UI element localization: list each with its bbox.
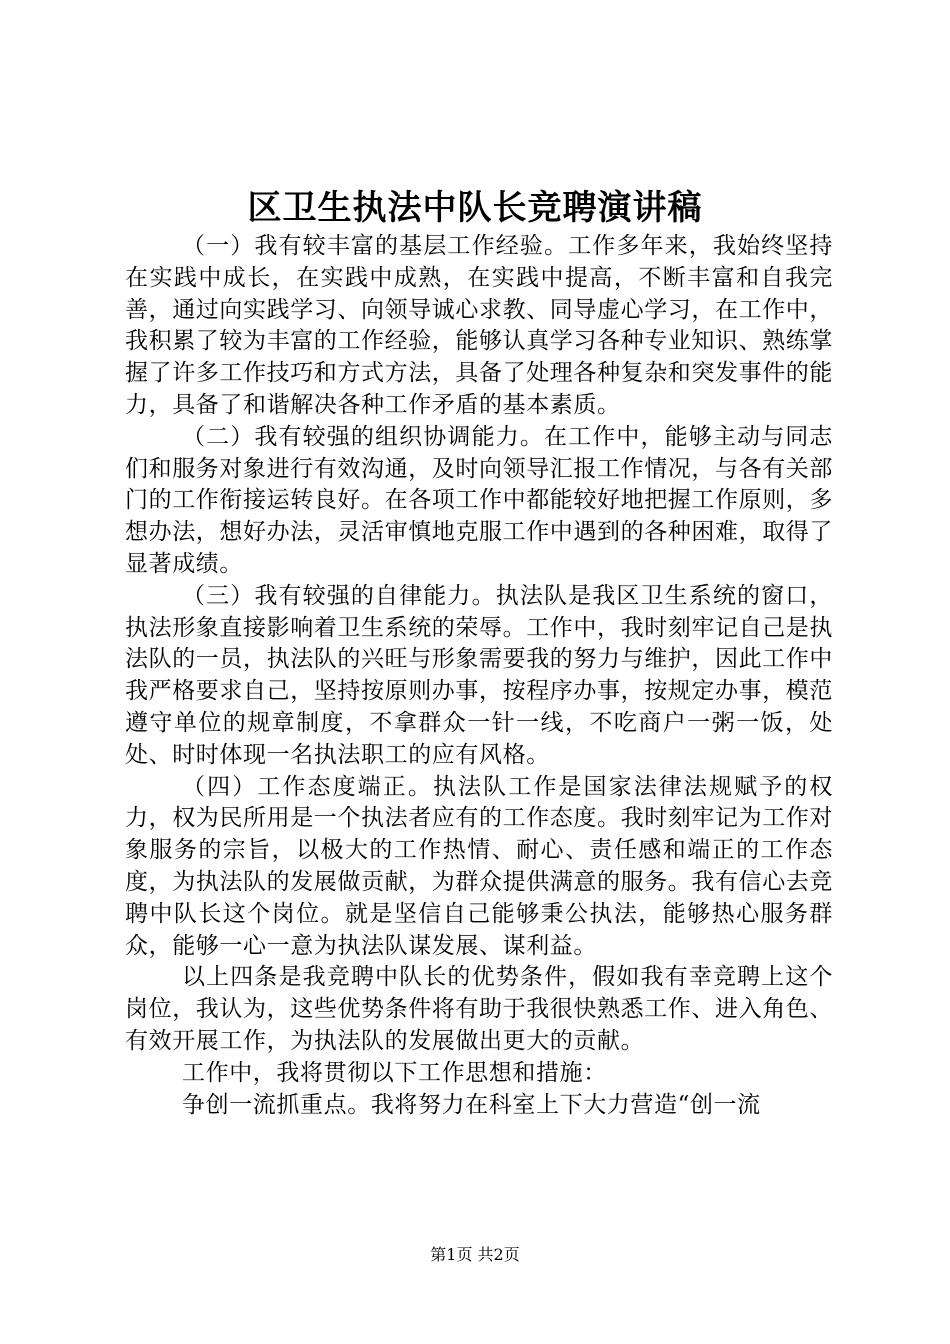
document-body <box>125 231 833 1121</box>
paragraph-4: （四）工作态度端正。执法队工作是国家法律法规赋予的权力，权为民所用是一个执法者应有的工作态度。我时刻牢记为工作对象服务的宗旨，以极大的工作热情、耐心、责任感和端正的工作态度，为执法队的发展做贡献，为群众提供满意的服务。我有信心去竞聘中队长这个岗位。就是坚信自己能够秉公执法，能够热心服务群众，能够一心一意为执法队谋发展、谋利益。 <box>125 773 833 959</box>
paragraph-2: （二）我有较强的组织协调能力。在工作中，能够主动与同志们和服务对象进行有效沟通，及时向领导汇报工作情况，与各有关部门的工作衔接运转良好。在各项工作中都能较好地把握工作原则，多想办法，想好办法，灵活审慎地克服工作中遇到的各种困难，取得了显著成绩。 <box>125 423 833 577</box>
paragraph-5: 以上四条是我竞聘中队长的优势条件，假如我有幸竞聘上这个岗位，我认为，这些优势条件将有助于我很快熟悉工作、进入角色、有效开展工作，为执法队的发展做出更大的贡献。 <box>125 964 833 1054</box>
page-footer: 第1页 共2页 <box>430 1245 520 1264</box>
paragraph-1: （一）我有较丰富的基层工作经验。工作多年来，我始终坚持在实践中成长，在实践中成熟，在实践中提高，不断丰富和自我完善，通过向实践学习、向领导诚心求教、同导虚心学习，在工作中，我积累了较为丰富的工作经验，能够认真学习各种专业知识、熟练掌握了许多工作技巧和方式方法，具备了处理各种复杂和突发事件的能力，具备了和谐解决各种工作矛盾的基本素质。 <box>125 233 833 418</box>
paragraph-7: 争创一流抓重点。我将努力在科室上下大力营造“创一流 <box>182 1091 761 1118</box>
document-title: 区卫生执法中队长竞聘演讲稿 <box>247 188 703 228</box>
paragraph-6: 工作中，我将贯彻以下工作思想和措施： <box>182 1059 607 1086</box>
paragraph-3: （三）我有较强的自律能力。执法队是我区卫生系统的窗口，执法形象直接影响着卫生系统的荣辱。工作中，我时刻牢记自己是执法队的一员，执法队的兴旺与形象需要我的努力与维护，因此工作中我严格要求自己，坚持按原则办事，按程序办事，按规定办事，模范遵守单位的规章制度，不拿群众一针一线，不吃商户一粥一饭，处处、时时体现一名执法职工的应有风格。 <box>125 582 833 768</box>
